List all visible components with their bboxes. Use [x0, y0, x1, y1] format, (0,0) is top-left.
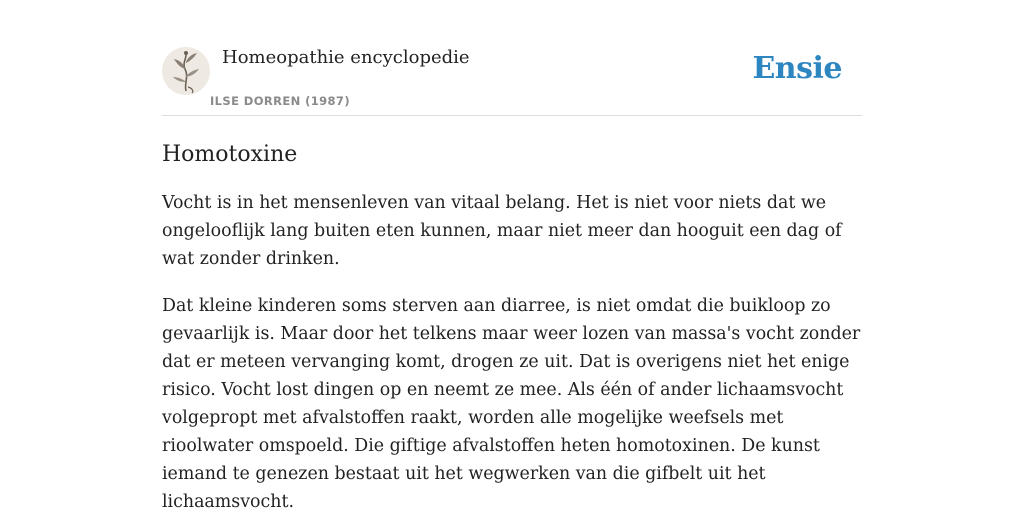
author-credit: ILSE DORREN (1987): [210, 94, 350, 108]
article-paragraph: Dat kleine kinderen soms sterven aan diarree, is niet omdat die buikloop zo gevaarlijk is. Maar door het telkens maar weer lozen van massa's vocht zonder dat er meteen vervanging komt, drogen ze uit. Dat is overigens niet het enige risico. Vocht lost dingen op en neemt ze mee. Als één of ander lichaamsvocht volgepropt met afvalstoffen raakt, worden alle mogelijke weefsels met rioolwater omspoeld. Die giftige afvalstoffen heten homotoxinen. De kunst iemand te genezen bestaat uit het wegwerken van die gifbelt uit het lichaamsvocht.: [162, 296, 861, 512]
plant-illustration-icon[interactable]: [162, 47, 210, 95]
ensie-logo[interactable]: Ensie: [752, 51, 842, 86]
encyclopedia-title[interactable]: Homeopathie encyclopedie: [222, 47, 470, 68]
article: [162, 139, 862, 512]
article-title: Homotoxine: [162, 142, 298, 167]
encyclopedia-header: [162, 44, 862, 116]
article-paragraph: Vocht is in het mensenleven van vitaal belang. Het is niet voor niets dat we ongelooflijk lang buiten eten kunnen, maar niet meer dan hooguit een dag of wat zonder drinken.: [162, 193, 842, 269]
